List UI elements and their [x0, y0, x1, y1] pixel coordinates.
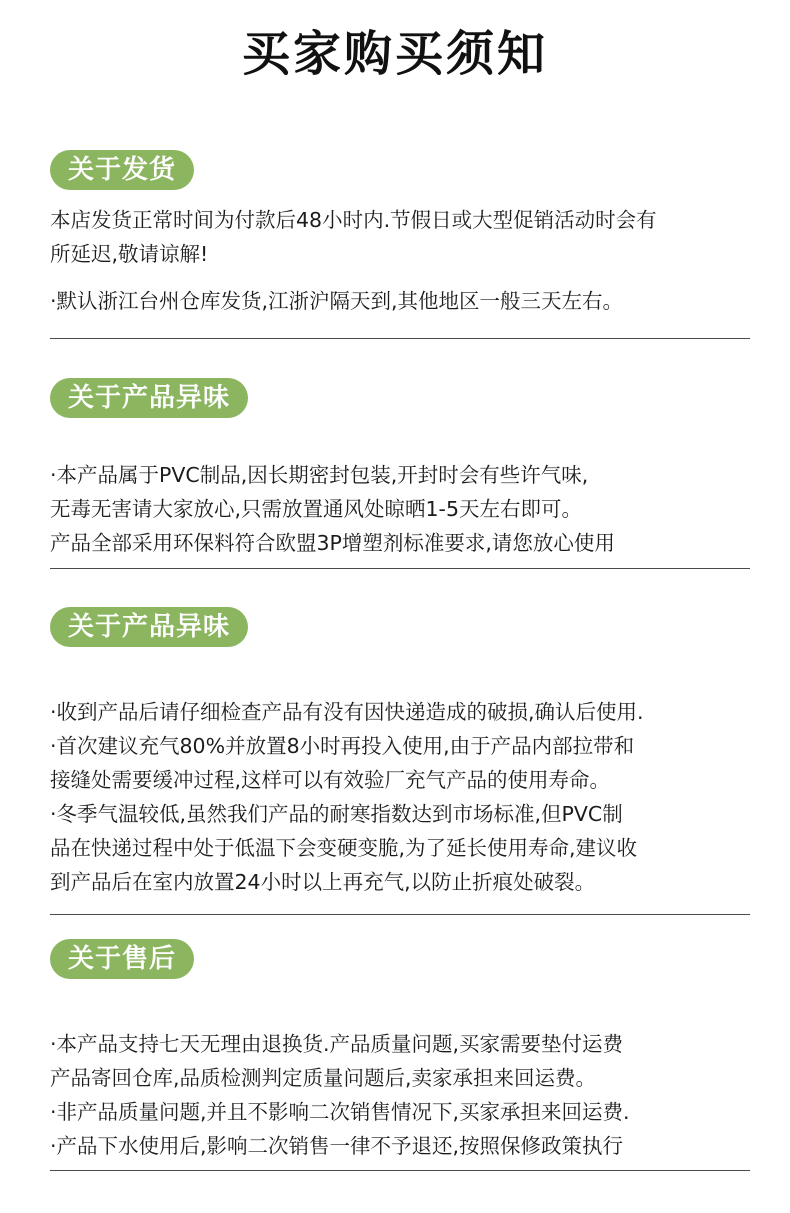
body-line: ·本产品支持七天无理由退换货.产品质量问题,买家需要垫付运费 [50, 1032, 624, 1056]
body-line: 本店发货正常时间为付款后48小时内.节假日或大型促销活动时会有 [50, 208, 657, 232]
section-usage [50, 607, 750, 899]
section-heading-odor: 关于产品异味 [50, 378, 248, 418]
section-divider [50, 914, 750, 915]
page-title: 买家购买须知 [241, 26, 548, 82]
section-after-sales [50, 939, 750, 1163]
section-body-usage [50, 695, 750, 899]
section-odor [50, 378, 750, 560]
section-heading-usage: 关于产品异味 [50, 607, 248, 647]
section-divider [50, 568, 750, 569]
body-line: ·非产品质量问题,并且不影响二次销售情况下,买家承担来回运费. [50, 1100, 630, 1124]
section-divider [50, 338, 750, 339]
body-line: 无毒无害请大家放心,只需放置通风处晾晒1-5天左右即可。 [50, 497, 582, 521]
section-body-after-sales [50, 1027, 750, 1163]
body-line: 接缝处需要缓冲过程,这样可以有效验厂充气产品的使用寿命。 [50, 768, 611, 792]
section-body-shipping [50, 203, 750, 318]
section-body-odor [50, 458, 750, 560]
body-line: 品在快递过程中处于低温下会变硬变脆,为了延长使用寿命,建议收 [50, 836, 638, 860]
body-line: 到产品后在室内放置24小时以上再充气,以防止折痕处破裂。 [50, 870, 596, 894]
body-line: ·本产品属于PVC制品,因长期密封包装,开封时会有些许气味, [50, 463, 589, 487]
body-line: ·默认浙江台州仓库发货,江浙沪隔天到,其他地区一般三天左右。 [50, 289, 624, 313]
body-line: ·冬季气温较低,虽然我们产品的耐寒指数达到市场标准,但PVC制 [50, 802, 623, 826]
section-shipping [50, 150, 750, 318]
body-line: 所延迟,敬请谅解! [50, 242, 209, 266]
body-line: ·产品下水使用后,影响二次销售一律不予退还,按照保修政策执行 [50, 1134, 624, 1158]
section-heading-shipping: 关于发货 [50, 150, 194, 190]
body-line: ·收到产品后请仔细检查产品有没有因快递造成的破损,确认后使用. [50, 700, 644, 724]
body-line: ·首次建议充气80%并放置8小时再投入使用,由于产品内部拉带和 [50, 734, 635, 758]
section-heading-after-sales: 关于售后 [50, 939, 194, 979]
section-divider [50, 1170, 750, 1171]
body-line: 产品全部采用环保料符合欧盟3P增塑剂标准要求,请您放心使用 [50, 531, 615, 555]
body-line: 产品寄回仓库,品质检测判定质量问题后,卖家承担来回运费。 [50, 1066, 597, 1090]
